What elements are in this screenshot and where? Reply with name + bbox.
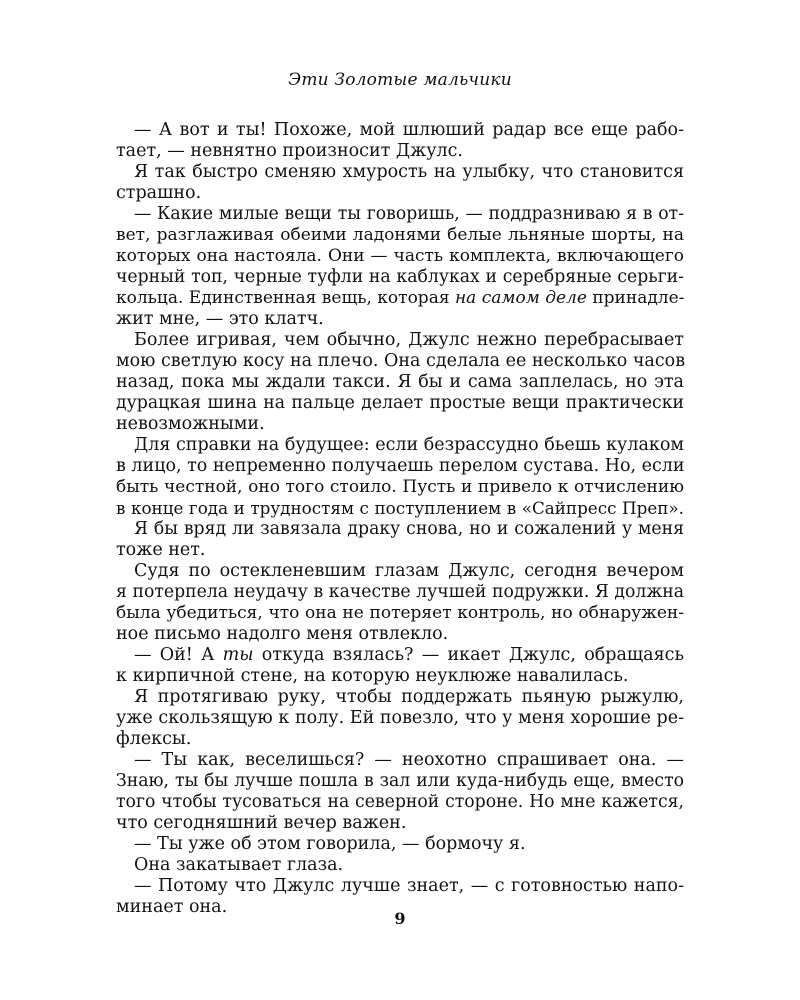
body-text bbox=[116, 120, 684, 918]
text-span: Я протягиваю руку, чтобы поддержать пьяную рыжулю, bbox=[134, 687, 684, 707]
text-line bbox=[116, 414, 684, 435]
text-line bbox=[116, 162, 684, 183]
text-span: откуда взялась? — икает Джулс, обращаясь bbox=[253, 645, 684, 665]
text-span: Судя по остекленевшим глазам Джулс, сегодня вечером bbox=[134, 561, 684, 581]
text-span: ное письмо надолго меня отвлекло. bbox=[116, 624, 449, 644]
text-line bbox=[116, 141, 684, 162]
text-line bbox=[116, 771, 684, 792]
text-line bbox=[116, 225, 684, 246]
text-span: Более игривая, чем обычно, Джулс нежно перебрасывает bbox=[134, 330, 684, 350]
text-line bbox=[116, 204, 684, 225]
text-line bbox=[116, 456, 684, 477]
text-span: кольца. Единственная вещь, которая bbox=[116, 288, 455, 308]
text-line bbox=[116, 309, 684, 330]
text-span: Я бы вряд ли завязала драку снова, но и сожалений у меня bbox=[134, 519, 684, 539]
text-span: Она закатывает глаза. bbox=[134, 855, 344, 875]
text-line bbox=[116, 183, 684, 204]
text-span: быть честной, оно того стоило. Пусть и привело к отчислению bbox=[116, 477, 684, 497]
italic-text: ты bbox=[222, 645, 254, 665]
text-span: что сегодняшний вечер важен. bbox=[116, 813, 407, 833]
text-line bbox=[116, 498, 684, 519]
text-line bbox=[116, 645, 684, 666]
text-span: Для справки на будущее: если безрассудно бьешь кулаком bbox=[134, 435, 684, 455]
text-span: того чтобы тусоваться на северной стороне. Но мне кажется, bbox=[116, 792, 684, 812]
text-line bbox=[116, 729, 684, 750]
text-span: — Ты как, веселишься? — неохотно спрашивает она. — bbox=[134, 750, 684, 770]
text-span: в лицо, то непременно получаешь перелом сустава. Но, если bbox=[116, 456, 685, 476]
text-line bbox=[116, 393, 684, 414]
text-span: назад, пока мы ждали такси. Я бы и сама заплелась, но эта bbox=[116, 372, 684, 392]
text-span: в конце года и трудностям с поступлением в «Сайпресс Преп». bbox=[116, 498, 684, 518]
text-line bbox=[116, 330, 684, 351]
text-line bbox=[116, 372, 684, 393]
text-line bbox=[116, 855, 684, 876]
text-span: была убедиться, что она не потеряет контроль, но обнаружен- bbox=[116, 603, 684, 623]
text-span: уже скользящую к полу. Ей повезло, что у меня хорошие ре- bbox=[116, 708, 684, 728]
text-span: дурацкая шина на пальце делает простые вещи практически bbox=[116, 393, 684, 413]
page-number: 9 bbox=[394, 909, 406, 928]
text-span: минает она. bbox=[116, 897, 228, 917]
text-span: черный топ, черные туфли на каблуках и серебряные серьги- bbox=[116, 267, 684, 287]
text-span: — Ой! А bbox=[134, 645, 223, 665]
text-line bbox=[116, 666, 684, 687]
text-line bbox=[116, 267, 684, 288]
text-span: тает, — невнятно произносит Джулс. bbox=[116, 141, 463, 161]
text-line bbox=[116, 477, 684, 498]
text-line bbox=[116, 750, 684, 771]
text-line bbox=[116, 834, 684, 855]
text-line bbox=[116, 813, 684, 834]
text-line bbox=[116, 540, 684, 561]
text-span: вет, разглаживая обеими ладонями белые льняные шорты, на bbox=[116, 225, 684, 245]
text-span: Я так быстро сменяю хмурость на улыбку, что становится bbox=[134, 162, 684, 182]
text-line bbox=[116, 288, 684, 309]
text-span: тоже нет. bbox=[116, 540, 206, 560]
text-line bbox=[116, 435, 684, 456]
italic-text: на самом деле bbox=[454, 288, 587, 308]
text-line bbox=[116, 120, 684, 141]
text-line bbox=[116, 624, 684, 645]
text-line bbox=[116, 351, 684, 372]
text-line bbox=[116, 792, 684, 813]
text-line bbox=[116, 603, 684, 624]
text-line bbox=[116, 519, 684, 540]
text-span: флексы. bbox=[116, 729, 192, 749]
text-span: — Ты уже об этом говорила, — бормочу я. bbox=[134, 834, 526, 854]
text-span: я потерпела неудачу в качестве лучшей подружки. Я должна bbox=[116, 582, 684, 602]
text-line bbox=[116, 561, 684, 582]
text-span: принадле- bbox=[586, 288, 685, 308]
text-span: — Какие милые вещи ты говоришь, — поддразниваю я в от- bbox=[134, 204, 684, 224]
text-span: — А вот и ты! Похоже, мой шлюший радар все еще рабо- bbox=[134, 120, 684, 140]
text-span: жит мне, — это клатч. bbox=[116, 309, 324, 329]
text-span: — Потому что Джулс лучше знает, — с готовностью напо- bbox=[134, 876, 684, 896]
text-line bbox=[116, 582, 684, 603]
text-line bbox=[116, 876, 684, 897]
text-span: которых она настояла. Они — часть комплекта, включающего bbox=[116, 246, 684, 266]
text-span: страшно. bbox=[116, 183, 202, 203]
text-line bbox=[116, 687, 684, 708]
text-span: невозможными. bbox=[116, 414, 265, 434]
text-span: мою светлую косу на плечо. Она сделала ее несколько часов bbox=[116, 351, 686, 371]
text-line bbox=[116, 708, 684, 729]
running-head: Эти Золотые мальчики bbox=[288, 70, 512, 90]
text-span: к кирпичной стене, на которую неуклюже навалилась. bbox=[116, 666, 629, 686]
text-span: Знаю, ты бы лучше пошла в зал или куда-нибудь еще, вместо bbox=[116, 771, 684, 791]
text-line bbox=[116, 246, 684, 267]
